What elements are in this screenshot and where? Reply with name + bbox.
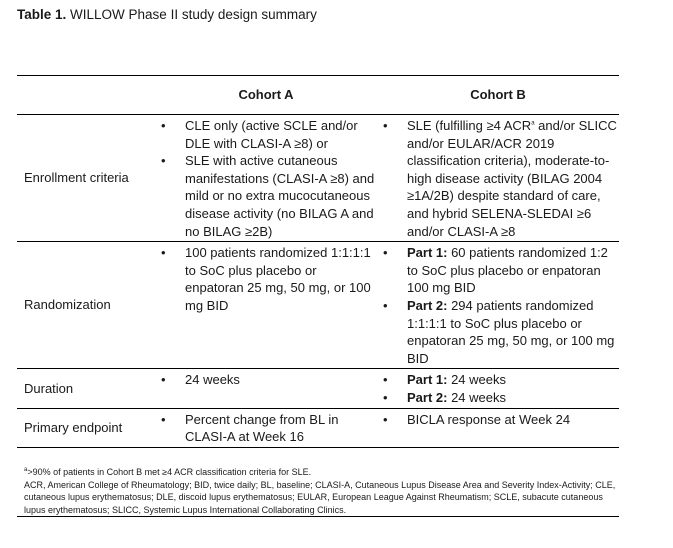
header-cohort-b: Cohort B [377,76,619,115]
list-item [155,152,377,240]
list-item [155,244,377,314]
row-label: Primary endpoint [17,408,155,447]
study-design-table [17,75,619,448]
cohort_b-bullet-list [377,411,619,429]
list-item [155,117,377,152]
table-body [17,115,619,448]
footnote-abbreviations: ACR, American College of Rheumatology; BID, twice daily; BL, baseline; CLASI-A, Cutaneous Lupus Disease Area and Severity Index-Activity; CLE, cutaneous lupus erythematosus; DLE, discoid lupus erythematosus; EULAR, European League Against Rheumatism; SCLE, subacute cutaneous lupus erythematosus; SLICC, Systemic Lupus International Collaborating Clinics. [24,479,616,515]
bullet-icon: • [383,411,388,427]
header-cohort-a: Cohort A [155,76,377,115]
part-label: Part 2: [407,297,448,313]
list-item-text: 24 weeks [447,389,507,405]
cohort-b-cell [377,369,619,408]
bullet-icon: • [383,118,388,133]
list-item [377,117,619,240]
row-label: Duration [17,369,155,408]
cohort_a-bullet-list [155,117,377,240]
list-item-text: SLE with active cutaneous manifestations (CLASI-A ≥8) and mild or no extra mucocutaneous disease activity (no BILAG A and no BILAG ≥2B) [185,153,375,239]
row-label: Randomization [17,242,155,369]
table-header-row [17,76,619,115]
cohort_a-bullet-list [155,244,377,314]
list-item [377,371,619,389]
cohort_a-bullet-list [155,371,377,389]
cohort_b-bullet-list [377,371,619,406]
cohort-a-cell [155,369,377,408]
table-caption [17,7,317,22]
bullet-icon: • [383,372,388,388]
footnote-marker: a [531,120,535,127]
list-item [377,389,619,407]
bullet-icon: • [161,245,166,261]
footnote-a-text: >90% of patients in Cohort B met ≥4 ACR classification criteria for SLE. [27,467,312,477]
table-footnotes [24,466,624,516]
list-item-text: SLE (fulfilling ≥4 ACR [407,118,532,133]
bullet-icon: • [383,297,388,313]
list-item [155,411,377,446]
bullet-icon: • [161,411,166,427]
footnote-a [24,466,624,479]
list-item-text: 100 patients randomized 1:1:1:1 to SoC plus placebo or enpatoran 25 mg, 50 mg, or 100 mg BID [185,245,371,313]
list-item-text: Percent change from BL in CLASI-A at Week 16 [185,411,339,445]
part-label: Part 2: [407,389,448,405]
footnote-a-marker: a [24,467,28,473]
cohort_a-bullet-list [155,411,377,446]
table-row [17,408,619,447]
list-item [377,411,619,429]
list-item [155,371,377,389]
part-label: Part 1: [407,245,448,261]
table-row [17,242,619,369]
table-caption-text: WILLOW Phase II study design summary [66,7,317,22]
cohort-b-cell [377,242,619,369]
part-label: Part 1: [407,372,448,388]
list-item-text: CLE only (active SCLE and/or DLE with CLASI-A ≥8) or [185,118,358,151]
list-item-text: 60 patients randomized 1:2 to SoC plus placebo or enpatoran 100 mg BID [407,245,608,296]
table-caption-label: Table 1. [17,7,67,22]
bullet-icon: • [161,153,166,169]
list-item [377,244,619,297]
list-item-text: BICLA response at Week 24 [407,411,571,427]
bullet-icon: • [383,245,388,261]
bottom-rule [17,516,619,517]
bullet-icon: • [161,118,166,133]
bullet-icon: • [161,372,166,388]
table-row [17,369,619,408]
cohort_b-bullet-list [377,244,619,367]
list-item-text: 24 weeks [185,372,240,388]
cohort-a-cell [155,115,377,242]
row-label: Enrollment criteria [17,115,155,242]
list-item [377,297,619,367]
cohort_b-bullet-list [377,117,619,240]
list-item-text: 24 weeks [447,372,507,388]
cohort-b-cell [377,408,619,447]
list-item-text-rest: and/or SLICC and/or EULAR/ACR 2019 classification criteria), moderate-to-high disease activity (BILAG 2004 ≥1A/2B) despite standard of care, and hybrid SELENA-SLEDAI ≥6 and/or CLASI-A ≥8 [407,118,617,239]
table-row [17,115,619,242]
cohort-a-cell [155,242,377,369]
bullet-icon: • [383,389,388,405]
cohort-b-cell [377,115,619,242]
cohort-a-cell [155,408,377,447]
list-item-text: 294 patients randomized 1:1:1:1 to SoC plus placebo or enpatoran 25 mg, 50 mg, or 100 mg BID [407,297,615,366]
header-row-label [17,76,155,115]
